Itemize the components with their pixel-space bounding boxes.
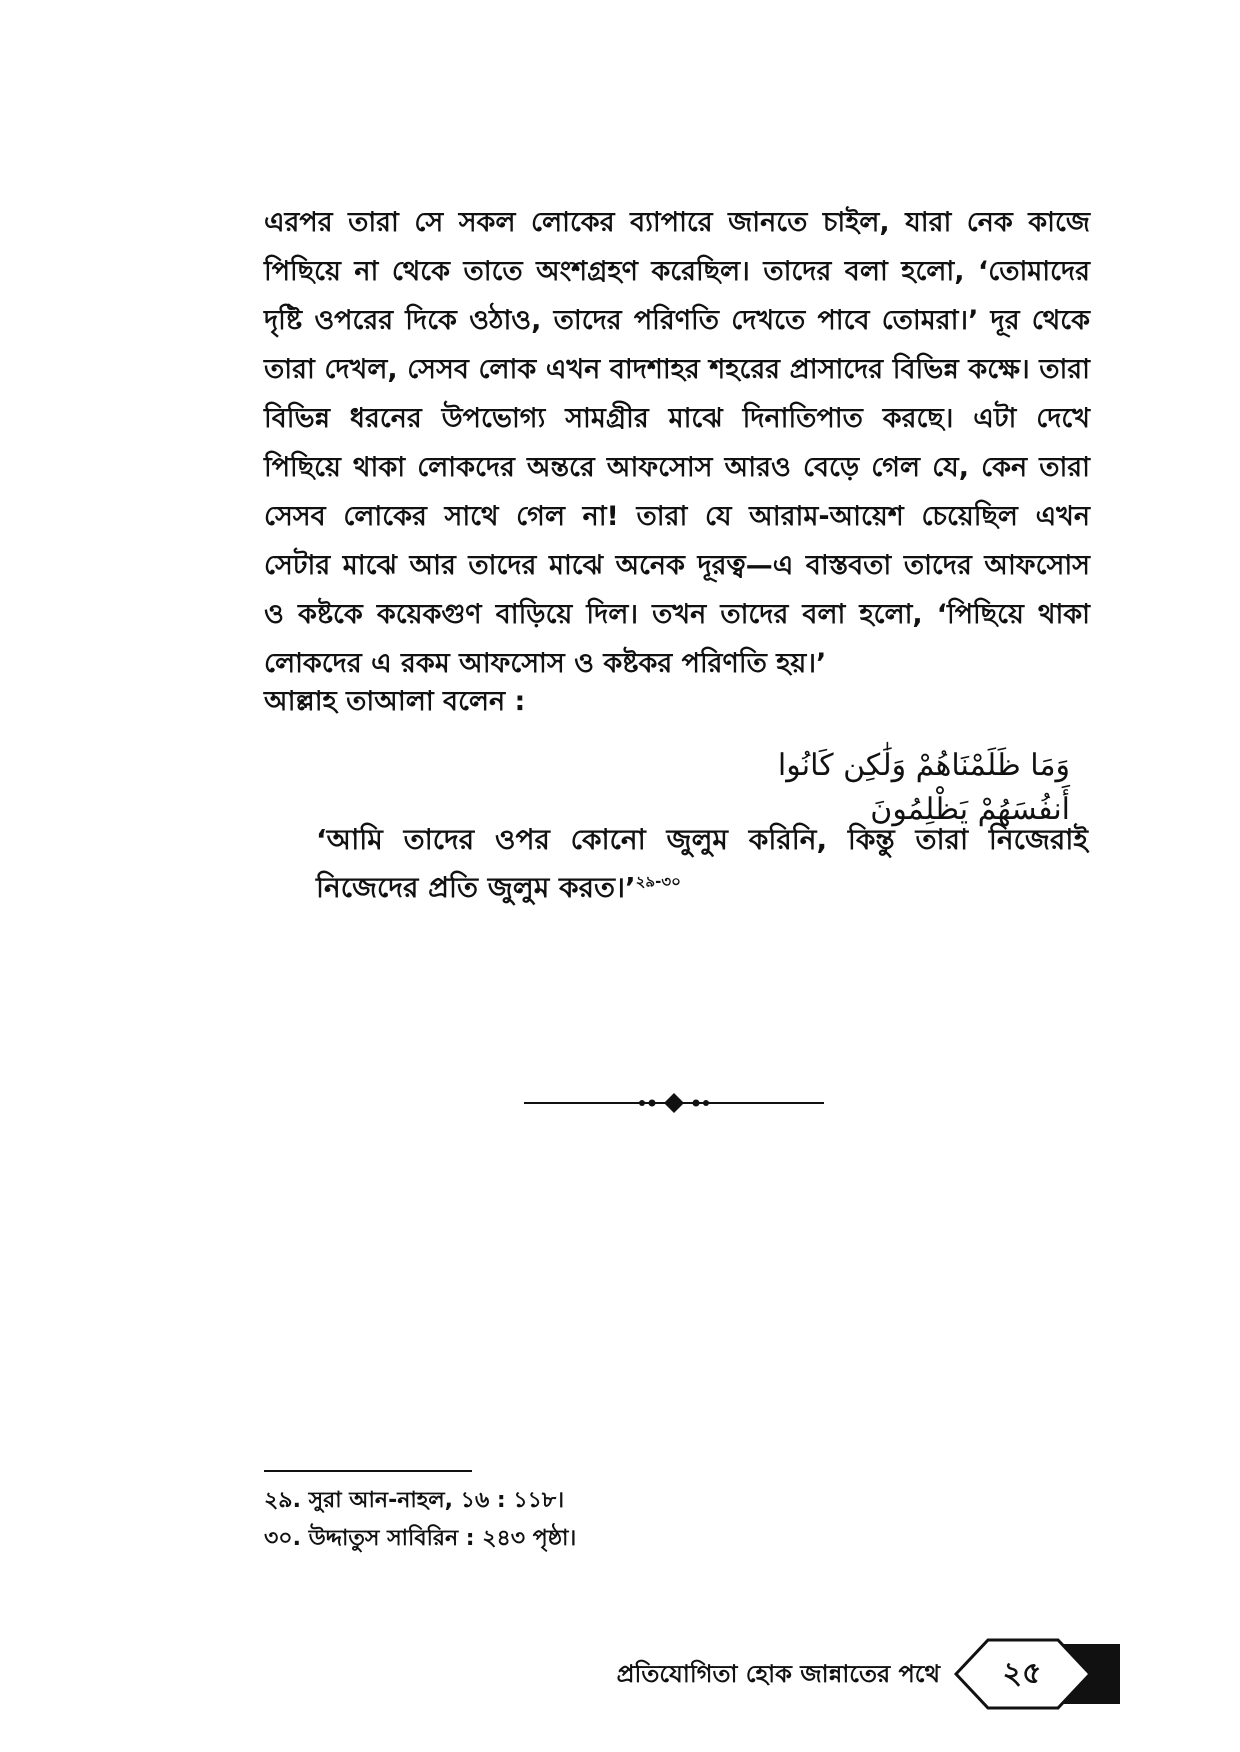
verse-intro: আল্লাহ তাআলা বলেন : bbox=[264, 686, 526, 717]
arabic-verse: وَمَا ظَلَمْنَاهُمْ وَلَٰكِن كَانُوا أَنفُسَهُمْ يَظْلِمُونَ bbox=[777, 748, 1070, 827]
footnote-item: ৩০. উদ্দাতুস সাবিরিন : ২৪৩ পৃষ্ঠা। bbox=[264, 1526, 577, 1551]
page-footer bbox=[600, 1636, 1120, 1712]
footnotes-list bbox=[264, 1482, 576, 1558]
footnote-separator bbox=[264, 1470, 472, 1472]
footnote-reference: ২৯-৩০ bbox=[635, 872, 681, 891]
verse-translation bbox=[316, 816, 1088, 912]
verse-translation-text: ‘আমি তাদের ওপর কোনো জুলুম করিনি, কিন্তু তারা নিজেরাই নিজেদের প্রতি জুলুম করত।’ bbox=[316, 823, 1088, 904]
section-divider-ornament bbox=[524, 1090, 824, 1116]
body-paragraph: এরপর তারা সে সকল লোকের ব্যাপারে জানতে চাইল, যারা নেক কাজে পিছিয়ে না থেকে তাতে অংশগ্রহণ করেছিল। তাদের বলা হলো, ‘তোমাদের দৃষ্টি ওপরের দিকে ওঠাও, তাদের পরিণতি দেখতে পাবে তোমরা।’ দূর থেকে তারা দেখল, সেসব লোক এখন বাদশাহর শহরের প্রাসাদের বিভিন্ন কক্ষে। তারা বিভিন্ন ধরনের উপভোগ্য সামগ্রীর মাঝে দিনাতিপাত করছে। এটা দেখে পিছিয়ে থাকা লোকদের অন্তরে আফসোস আরও বেড়ে গেল যে, কেন তারা সেসব লোকের সাথে গেল না! তারা যে আরাম-আয়েশ চেয়েছিল এখন সেটার মাঝে আর তাদের মাঝে অনেক দূরত্ব—এ বাস্তবতা তাদের আফসোস ও কষ্টকে কয়েকগুণ বাড়িয়ে দিল। তখন তাদের বলা হলো, ‘পিছিয়ে থাকা লোকদের এ রকম আফসোস ও কষ্টকর পরিণতি হয়।’ bbox=[264, 207, 1090, 679]
running-title: প্রতিযোগিতা হোক জান্নাতের পথে bbox=[616, 1660, 940, 1688]
footnote-item: ২৯. সুরা আন-নাহল, ১৬ : ১১৮। bbox=[264, 1488, 565, 1513]
page-number: ২৫ bbox=[1002, 1656, 1042, 1691]
